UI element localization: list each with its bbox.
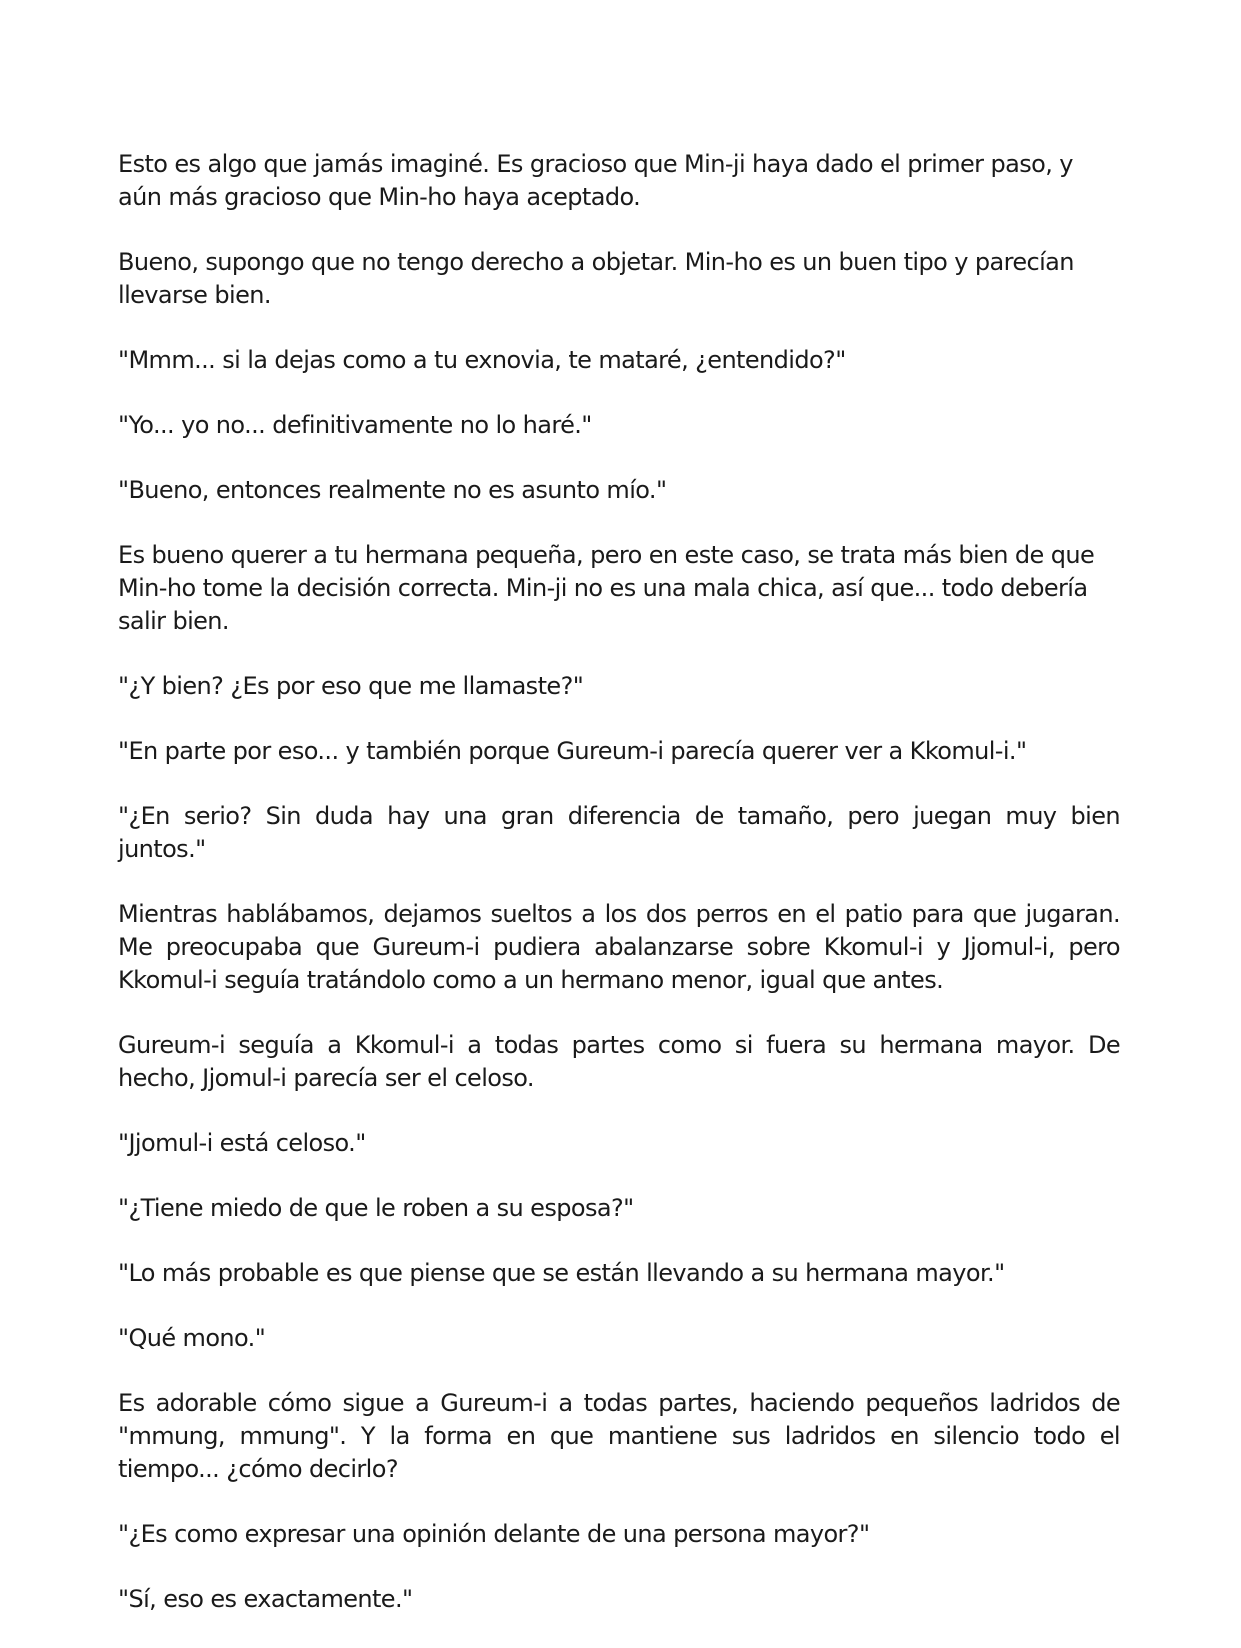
paragraph: Bueno, supongo que no tengo derecho a objetar. Min-ho es un buen tipo y parecían llevarse bien. — [118, 248, 1074, 309]
paragraph: Esto es algo que jamás imaginé. Es gracioso que Min-ji haya dado el primer paso, y aún más gracioso que Min-ho haya aceptado. — [118, 150, 1073, 211]
paragraph: Es adorable cómo sigue a Gureum-i a todas partes, haciendo pequeños ladridos de "mmung, mmung". Y la forma en que mantiene sus ladridos en silencio todo el tiempo... ¿cómo decirlo? — [118, 1389, 1120, 1483]
paragraph: "Lo más probable es que piense que se están llevando a su hermana mayor." — [118, 1259, 1005, 1287]
paragraph: Es bueno querer a tu hermana pequeña, pero en este caso, se trata más bien de que Min-ho tome la decisión correcta. Min-ji no es una mala chica, así que... todo debería salir bien. — [118, 541, 1095, 635]
paragraph: "¿Tiene miedo de que le roben a su esposa?" — [118, 1194, 634, 1222]
paragraph: "Qué mono." — [118, 1324, 266, 1352]
paragraph: "Yo... yo no... definitivamente no lo haré." — [118, 411, 592, 439]
paragraph: Mientras hablábamos, dejamos sueltos a los dos perros en el patio para que jugaran. Me preocupaba que Gureum-i pudiera abalanzarse sobre Kkomul-i y Jjomul-i, pero Kkomul-i seguía tratándolo como a un hermano menor, igual que antes. — [118, 900, 1120, 994]
paragraph: "Jjomul-i está celoso." — [118, 1129, 366, 1157]
paragraph: "En parte por eso... y también porque Gureum-i parecía querer ver a Kkomul-i." — [118, 737, 1027, 765]
paragraph: "Sí, eso es exactamente." — [118, 1585, 413, 1613]
paragraph: "¿En serio? Sin duda hay una gran diferencia de tamaño, pero juegan muy bien juntos." — [118, 802, 1120, 863]
paragraph: "¿Es como expresar una opinión delante de una persona mayor?" — [118, 1520, 870, 1548]
body-text — [118, 148, 1120, 1648]
paragraph: "Bueno, entonces realmente no es asunto mío." — [118, 476, 667, 504]
paragraph: "¿Y bien? ¿Es por eso que me llamaste?" — [118, 672, 584, 700]
paragraph: "Mmm... si la dejas como a tu exnovia, te mataré, ¿entendido?" — [118, 346, 846, 374]
paragraph: Gureum-i seguía a Kkomul-i a todas partes como si fuera su hermana mayor. De hecho, Jjomul-i parecía ser el celoso. — [118, 1031, 1120, 1092]
